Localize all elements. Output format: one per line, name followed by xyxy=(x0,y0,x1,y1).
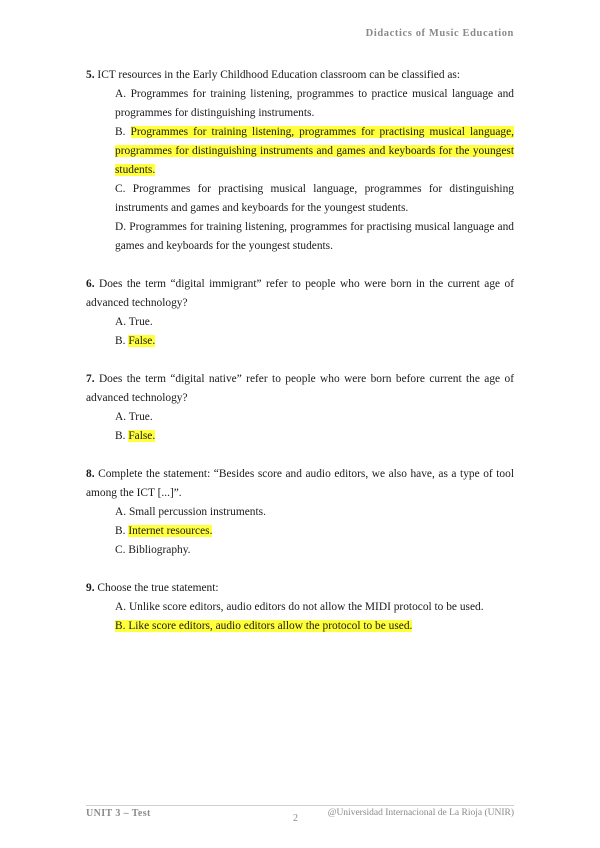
option-text: Programmes for training listening, programmes for practising musical language and games and keyboards for the youngest students. xyxy=(115,221,514,252)
option-letter: A. xyxy=(115,506,127,518)
footer-copyright: @Universidad Internacional de La Rioja (UNIR) xyxy=(327,808,514,818)
option-letter: A. xyxy=(115,411,127,423)
question-8 xyxy=(86,465,514,560)
option-letter: A. xyxy=(115,88,127,100)
option-list xyxy=(86,503,514,560)
footer-divider xyxy=(86,805,514,806)
highlighted-answer: False. xyxy=(128,430,156,442)
option-text: True. xyxy=(128,411,153,423)
question-9 xyxy=(86,579,514,636)
option-letter: D. xyxy=(115,221,127,233)
option-b-correct xyxy=(115,617,514,636)
option-text: Unlike score editors, audio editors do not allow the MIDI protocol to be used. xyxy=(128,601,484,613)
option-b-correct xyxy=(115,332,514,351)
test-content xyxy=(86,66,514,655)
option-a xyxy=(115,503,514,522)
highlighted-answer: Internet resources. xyxy=(128,525,213,537)
option-list xyxy=(86,598,514,636)
highlighted-answer: False. xyxy=(128,335,156,347)
option-c xyxy=(115,541,514,560)
question-text: Complete the statement: “Besides score and audio editors, we also have, as a type of tool among the ICT [...]”. xyxy=(86,468,514,499)
option-text: Bibliography. xyxy=(128,544,191,556)
option-letter: B. xyxy=(115,430,126,442)
question-text: Does the term “digital native” refer to people who were born before current the age of advanced technology? xyxy=(86,373,514,404)
footer-unit: UNIT 3 – Test xyxy=(86,808,151,819)
question-number: 5. xyxy=(86,69,95,81)
question-number: 8. xyxy=(86,468,95,480)
option-letter: B. xyxy=(115,620,126,632)
question-stem xyxy=(86,66,514,85)
question-text: ICT resources in the Early Childhood Education classroom can be classified as: xyxy=(97,69,461,81)
option-list xyxy=(86,313,514,351)
question-number: 7. xyxy=(86,373,95,385)
option-c xyxy=(115,180,514,218)
option-text: Small percussion instruments. xyxy=(128,506,266,518)
option-b-correct xyxy=(115,123,514,180)
option-letter: C. xyxy=(115,183,126,195)
option-text: Programmes for training listening, programmes to practice musical language and programmes for distinguishing instruments. xyxy=(115,88,514,119)
option-letter: B. xyxy=(115,126,126,138)
option-letter: C. xyxy=(115,544,126,556)
question-7 xyxy=(86,370,514,446)
option-letter: B. xyxy=(115,335,126,347)
question-number: 6. xyxy=(86,278,95,290)
running-header: Didactics of Music Education xyxy=(365,28,514,39)
option-list xyxy=(86,408,514,446)
question-stem xyxy=(86,275,514,313)
option-a xyxy=(115,313,514,332)
option-text: Like score editors, audio editors allow the protocol to be used. xyxy=(128,620,413,632)
option-letter: A. xyxy=(115,316,127,328)
option-text: True. xyxy=(128,316,153,328)
option-b-correct xyxy=(115,427,514,446)
option-b-correct xyxy=(115,522,514,541)
option-letter: A. xyxy=(115,601,127,613)
option-a xyxy=(115,408,514,427)
question-6 xyxy=(86,275,514,351)
question-stem xyxy=(86,465,514,503)
highlighted-answer: Programmes for training listening, programmes for practising musical language, programmes for distinguishing instruments and games and keyboards for the youngest students. xyxy=(115,126,514,176)
question-stem xyxy=(86,579,514,598)
highlighted-answer-line xyxy=(115,620,412,632)
option-text: Programmes for practising musical language, programmes for distinguishing instruments and games and keyboards for the youngest students. xyxy=(115,183,514,214)
option-d xyxy=(115,218,514,256)
question-text: Does the term “digital immigrant” refer to people who were born in the current age of advanced technology? xyxy=(86,278,514,309)
option-a xyxy=(115,598,514,617)
question-text: Choose the true statement: xyxy=(97,582,219,594)
option-letter: B. xyxy=(115,525,126,537)
option-list xyxy=(86,85,514,256)
question-5 xyxy=(86,66,514,256)
option-a xyxy=(115,85,514,123)
question-stem xyxy=(86,370,514,408)
page-number: 2 xyxy=(293,813,298,824)
question-number: 9. xyxy=(86,582,95,594)
